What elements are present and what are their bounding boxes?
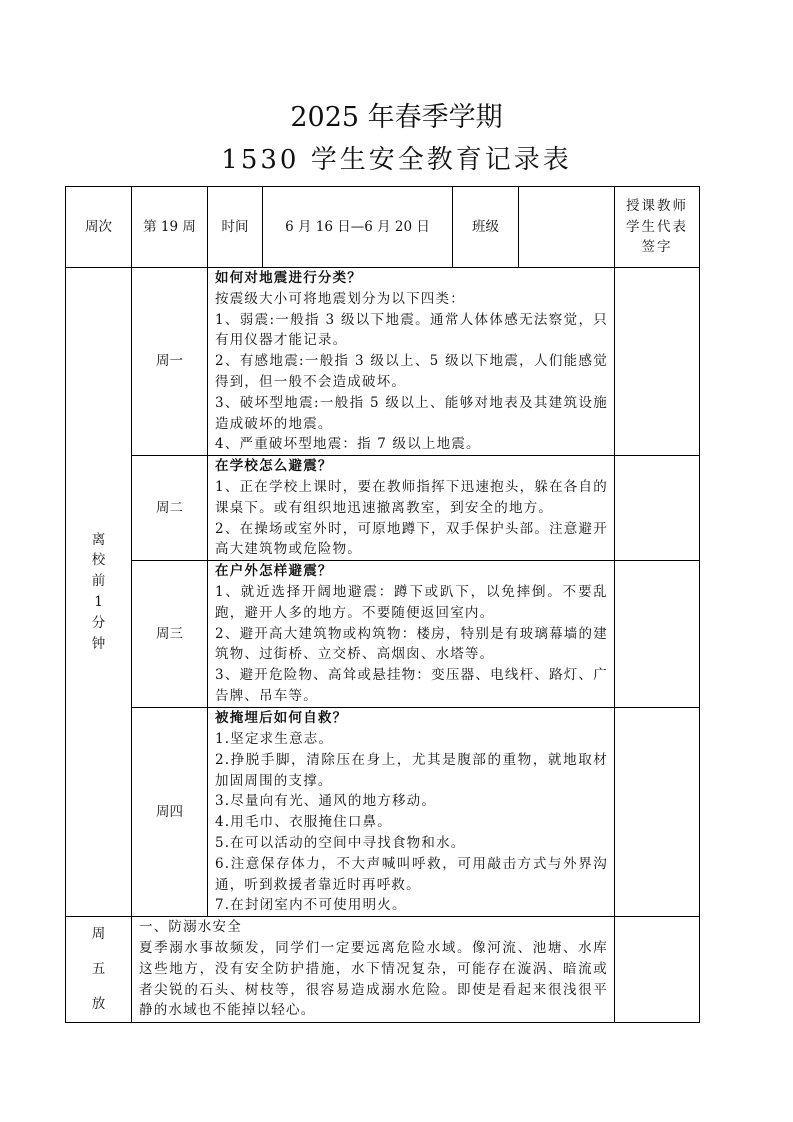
friday-row: [66, 917, 700, 1023]
time-value: 6 月 16 日—6 月 20 日: [263, 187, 453, 268]
lesson-line: 2、有感地震:一般指 3 级以上、5 级以下地震，人们能感觉得到，但一般不会造成破坏。: [215, 353, 608, 390]
signature-header-line: 签字: [641, 239, 673, 256]
day-row-thursday: [66, 708, 700, 917]
week-label: 周次: [66, 187, 132, 268]
lesson-line: 3.尽量向有光、通风的地方移动。: [215, 793, 437, 810]
lesson-content: [208, 561, 615, 708]
day-row-monday: [66, 268, 700, 456]
lesson-line: 1.坚定求生意志。: [215, 730, 334, 747]
label-char: 前: [91, 573, 106, 590]
friday-section-label: [66, 917, 132, 1023]
time-label: 时间: [208, 187, 263, 268]
lesson-heading: 在户外怎样避震？: [215, 563, 333, 580]
lesson-line: 1、就近选择开阔地避震：蹲下或趴下，以免摔倒。不要乱跑，避开人多的地方。不要随便返回室内。: [215, 583, 608, 621]
lesson-line: 2、在操场或室外时，可原地蹲下，双手保护头部。注意避开高大建筑物或危险物。: [215, 520, 608, 558]
safety-record-table: [65, 186, 700, 1023]
lesson-content: [208, 708, 615, 917]
document-subtitle: 1530 学生安全教育记录表: [221, 145, 572, 175]
signature-cell[interactable]: [615, 561, 700, 708]
lesson-line: 4.用毛巾、衣服掩住口鼻。: [215, 814, 392, 831]
signature-header-line: 授课教师: [626, 197, 688, 214]
label-char: 分: [91, 614, 106, 631]
friday-line: 夏季溺水事故频发，同学们一定要远离危险水域。像河流、池塘、水库这些地方，没有安全防护措施，水下情况复杂，可能存在漩涡、暗流或者尖锐的石头、树枝等，很容易造成溺水危险。即使是看起来很浅很平静的水域也不能掉以轻心。: [139, 939, 608, 1019]
signature-cell[interactable]: [615, 708, 700, 917]
lesson-line: 3、破坏型地震:一般指 5 级以上、能够对地表及其建筑设施造成破坏的地震。: [215, 394, 608, 432]
day-label: 周一: [132, 268, 208, 456]
friday-heading: 一、防溺水安全: [139, 919, 242, 936]
label-char: 离: [91, 531, 106, 548]
lesson-line: 2.挣脱手脚，清除压在身上，尤其是腹部的重物，就地取材加固周围的支撑。: [215, 751, 608, 789]
lesson-line: 1、弱震:一般指 3 级以下地震。通常人体体感无法察觉，只有用仪器才能记录。: [215, 311, 608, 349]
header-row: [66, 187, 700, 268]
label-char: 周: [91, 926, 106, 943]
day-row-wednesday: [66, 561, 700, 708]
signature-cell[interactable]: [615, 268, 700, 456]
friday-content: [132, 917, 615, 1023]
class-value-field[interactable]: [519, 187, 615, 268]
label-char: 校: [91, 552, 106, 569]
label-char: 1: [94, 594, 103, 611]
day-label: 周四: [132, 708, 208, 917]
lesson-heading: 被掩埋后如何自救？: [215, 710, 348, 727]
label-char: 钟: [91, 635, 106, 652]
document-title: 2025 年春季学期: [290, 102, 503, 133]
label-char: 放: [91, 996, 106, 1013]
day-label: 周三: [132, 561, 208, 708]
lesson-line: 按震级大小可将地震划分为以下四类：: [215, 290, 465, 307]
lesson-line: 7.在封闭室内不可使用明火。: [215, 897, 407, 914]
signature-header: [615, 187, 700, 268]
signature-header-line: 学生代表: [626, 218, 688, 235]
lesson-heading: 如何对地震进行分类？: [215, 270, 362, 286]
lesson-line: 4、严重破坏型地震：指 7 级以上地震。: [215, 436, 481, 453]
lesson-heading: 在学校怎么避震？: [215, 458, 333, 475]
signature-cell[interactable]: [615, 456, 700, 561]
lesson-line: 5.在可以活动的空间中寻找食物和水。: [215, 834, 466, 851]
class-label: 班级: [453, 187, 519, 268]
lesson-line: 6.注意保存体力，不大声喊叫呼救，可用敲击方式与外界沟通，听到救援者靠近时再呼救。: [215, 855, 608, 893]
lesson-line: 2、避开高大建筑物或构筑物：楼房，特别是有玻璃幕墙的建筑物、过街桥、立交桥、高烟囱、水塔等。: [215, 625, 608, 663]
lesson-line: 3、避开危险物、高耸或悬挂物：变压器、电线杆、路灯、广告牌、吊车等。: [215, 667, 608, 704]
lesson-line: 1、正在学校上课时，要在教师指挥下迅速抱头，躲在各自的课桌下。或有组织地迅速撤离教室，到安全的地方。: [215, 478, 608, 516]
day-row-tuesday: [66, 456, 700, 561]
week-value: 第 19 周: [132, 187, 208, 268]
signature-cell[interactable]: [615, 917, 700, 1023]
day-label: 周二: [132, 456, 208, 561]
leave-section-label: [66, 268, 132, 917]
lesson-content: [208, 456, 615, 561]
lesson-content: [208, 268, 615, 456]
label-char: 五: [91, 961, 106, 978]
